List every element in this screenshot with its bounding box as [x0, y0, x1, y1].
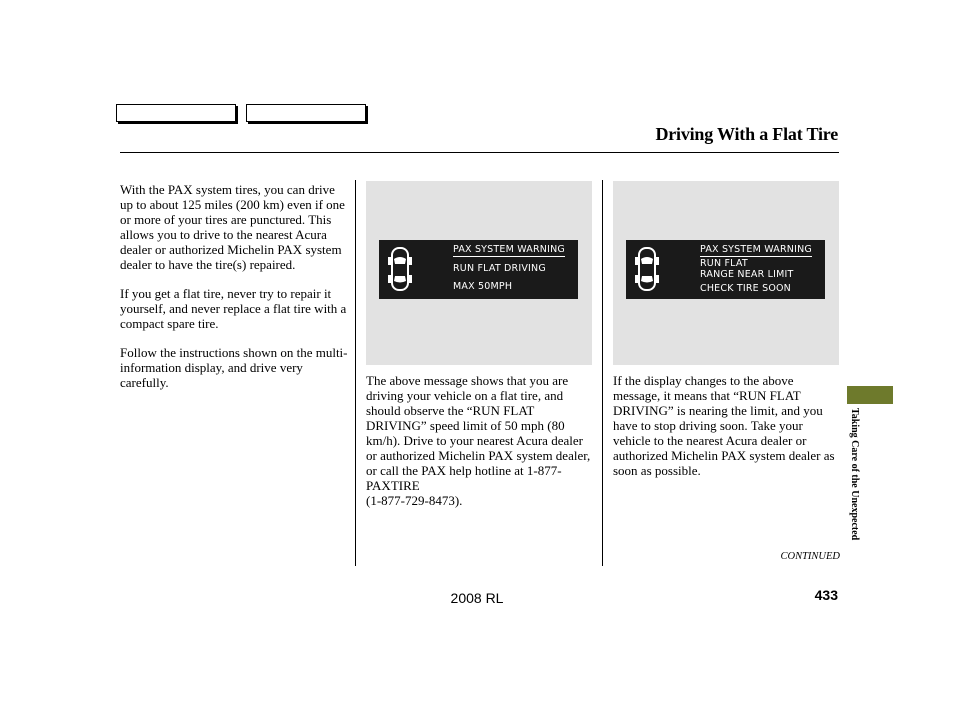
title-divider [120, 152, 839, 153]
car-top-view-icon [632, 245, 662, 293]
intro-column [120, 182, 348, 404]
intro-paragraph-3: Follow the instructions shown on the multi-information display, and drive very carefully. [120, 345, 348, 390]
multi-info-display [379, 240, 578, 299]
section-tab[interactable] [847, 386, 893, 404]
display-message-line: CHECK TIRE SOON [700, 283, 791, 294]
continued-note: CONTINUED [780, 551, 840, 562]
display-message-line: MAX 50MPH [453, 281, 513, 292]
page-title: Driving With a Flat Tire [655, 124, 838, 144]
page-number: 433 [814, 587, 838, 603]
display-illustration-panel [613, 181, 839, 365]
nav-button-forward[interactable] [246, 104, 366, 122]
display-message-heading: PAX SYSTEM WARNING [700, 244, 812, 255]
message-explanation-text: The above message shows that you are driving your vehicle on a flat tire, and should observe the “RUN FLAT DRIVING” speed limit of 50 mph (80 km/h). Drive to your nearest Acura dealer or authorized Michelin PAX system dealer, or call the PAX help hotline at 1-877-PAXTIRE [366, 373, 591, 493]
column-divider [355, 180, 356, 566]
multi-info-display [626, 240, 825, 299]
section-label: Taking Care of the Unexpected [849, 408, 860, 541]
display-message-heading: PAX SYSTEM WARNING [453, 244, 565, 255]
limit-explanation-column [613, 373, 839, 478]
message-explanation-column [366, 373, 596, 508]
nav-button-back[interactable] [116, 104, 236, 122]
footer-model: 2008 RL [450, 590, 504, 606]
display-message-line: RANGE NEAR LIMIT [700, 269, 794, 280]
limit-explanation-text: If the display changes to the above message, it means that “RUN FLAT DRIVING” is nearing the limit, and you have to stop driving soon. Take your vehicle to the nearest Acura dealer or authorized Michelin PAX system dealer as soon as possible. [613, 373, 835, 478]
hotline-number: (1-877-729-8473). [366, 493, 463, 508]
display-illustration-panel [366, 181, 592, 365]
intro-paragraph-1: With the PAX system tires, you can drive up to about 125 miles (200 km) even if one or more of your tires are punctured. This allows you to drive to the nearest Acura dealer or authorized Michelin PAX system dealer to have the tire(s) repaired. [120, 182, 345, 272]
column-divider [602, 180, 603, 566]
intro-paragraph-2: If you get a flat tire, never try to repair it yourself, and never replace a flat tire with a compact spare tire. [120, 286, 347, 331]
display-message-line: RUN FLAT DRIVING [453, 263, 546, 274]
car-top-view-icon [385, 245, 415, 293]
display-message-line: RUN FLAT [700, 258, 748, 269]
